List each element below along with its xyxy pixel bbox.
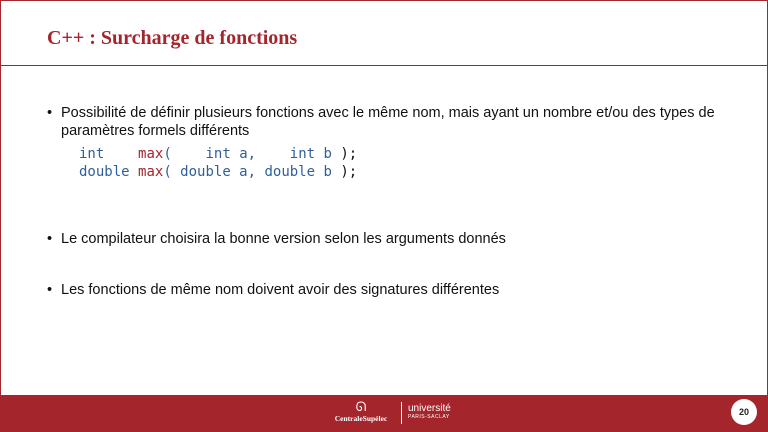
bullet-item-overloading: [47, 104, 737, 140]
code-space: [104, 146, 138, 162]
code-param: a,: [230, 146, 290, 162]
code-return-type: double: [79, 163, 130, 180]
code-block: [79, 146, 357, 181]
code-space: [130, 164, 138, 180]
logo-divider: [401, 402, 402, 424]
code-line: [79, 146, 357, 164]
bullet-item-signatures: [47, 281, 737, 299]
footer-bar: [1, 395, 767, 431]
code-open-paren: (: [163, 163, 181, 180]
bullet-icon: •: [47, 231, 53, 247]
centralesupelec-wordmark: CentraleSupélec: [334, 414, 388, 423]
bullet-text: Le compilateur choisira la bonne version selon les arguments donnés: [61, 231, 506, 247]
universite-paris-saclay-logo: [408, 403, 451, 420]
bullet-text: Possibilité de définir plusieurs fonctions avec le même nom, mais ayant un nombre et/ou des types de paramètres formels différents: [61, 105, 715, 139]
code-open-paren: (: [163, 146, 206, 162]
paris-saclay-wordmark: PARIS-SACLAY: [408, 414, 450, 420]
code-return-type: int: [79, 146, 105, 162]
code-param: b: [315, 163, 341, 180]
bullet-icon: •: [47, 282, 53, 298]
title-divider: [1, 65, 767, 66]
code-param-type: int: [205, 146, 231, 162]
code-close: );: [340, 163, 358, 180]
code-function-name: max: [138, 163, 164, 180]
slide-title: C++ : Surcharge de fonctions: [47, 27, 298, 49]
code-function-name: max: [138, 146, 164, 162]
bullet-text: Les fonctions de même nom doivent avoir des signatures différentes: [61, 282, 500, 298]
code-param-type: int: [289, 146, 316, 162]
bullet-icon: •: [47, 105, 53, 121]
code-param-type: double: [180, 163, 231, 180]
bullet-item-compiler: [47, 230, 737, 248]
centralesupelec-symbol-icon: ᘏ: [355, 400, 367, 415]
code-param: b: [315, 146, 341, 162]
code-line: [79, 164, 357, 182]
centralesupelec-logo: [326, 401, 396, 423]
code-close: );: [340, 146, 358, 162]
code-param: a,: [230, 163, 265, 180]
universite-wordmark: université: [408, 403, 451, 414]
page-number-badge: 20: [731, 399, 757, 425]
code-param-type: double: [264, 163, 316, 180]
